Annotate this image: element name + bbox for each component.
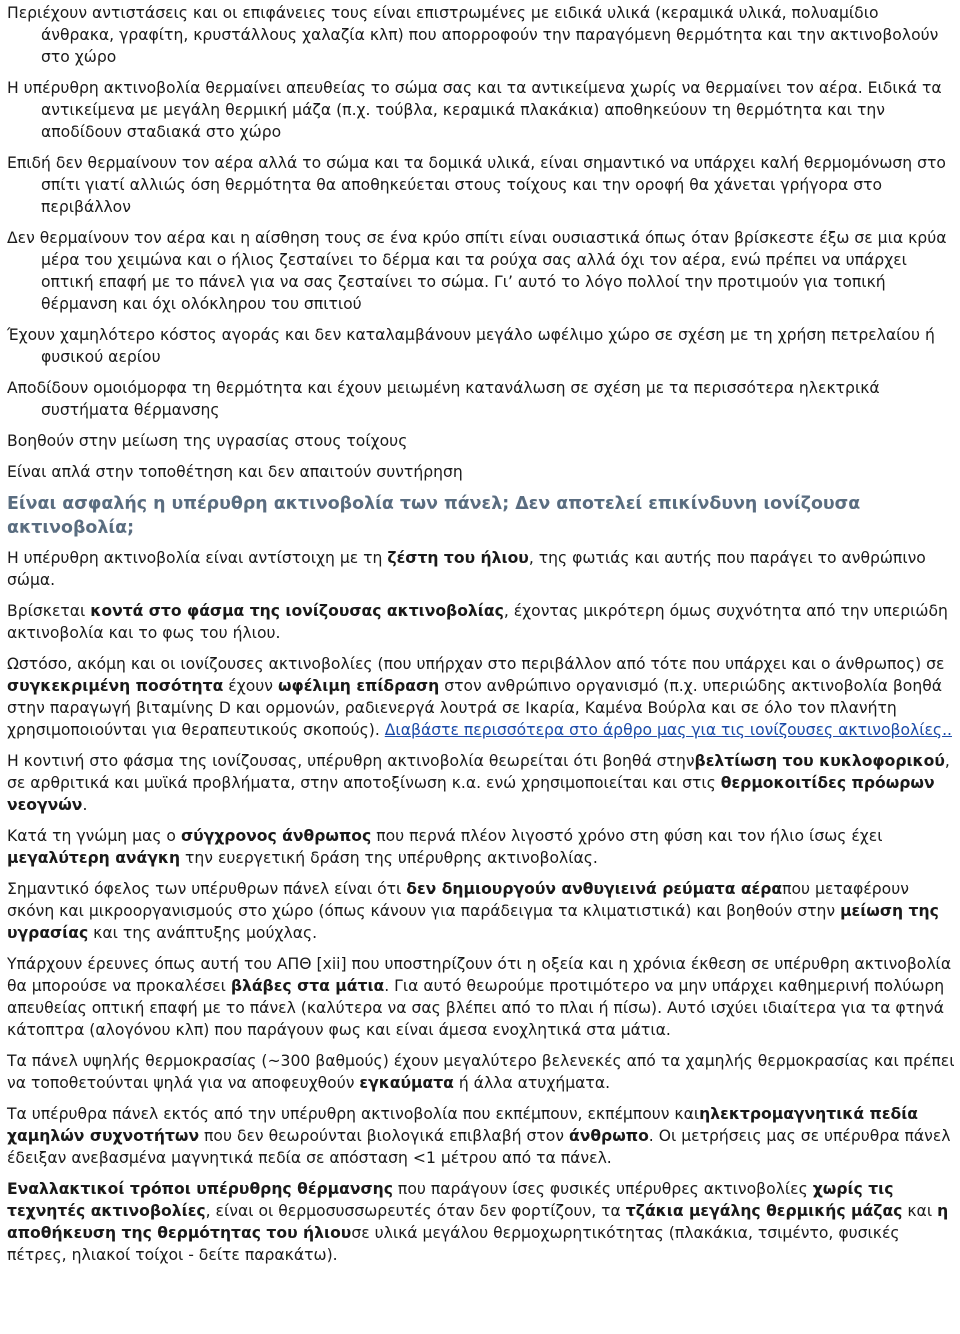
list-item: Περιέχουν αντιστάσεις και οι επιφάνειες τους είναι επιστρωμένες με ειδικά υλικά (κεραμικά υλικά, πολυαμίδιο άνθρακα, γραφίτη, κρυστάλλους χαλαζία κλπ) που απορροφούν την παραγόμενη θερμότητα και την ακτινοβολούν στο χώρο <box>7 4 939 66</box>
list-item: Έχουν χαμηλότερο κόστος αγοράς και δεν καταλαμβάνουν μεγάλο ωφέλιμο χώρο σε σχέση με τη χρήση πετρελαίου ή φυσικού αερίου <box>7 326 935 366</box>
list-item: Επιδή δεν θερμαίνουν τον αέρα αλλά το σώμα και τα δομικά υλικά, είναι σημαντικό να υπάρχει καλή θερμομόνωση στο σπίτι γιατί αλλιώς όση θερμότητα θα αποθηκεύεται στους τοίχους και την οροφή θα χάνεται γρήγορα στο περιβάλλον <box>7 154 946 216</box>
list-item: Αποδίδουν ομοιόμορφα τη θερμότητα και έχουν μειωμένη κατανάλωση σε σχέση με τα περισσότερα ηλεκτρικά συστήματα θέρμανσης <box>7 379 880 419</box>
paragraph-high-temp-panels: Τα πάνελ υψηλής θερμοκρασίας (~300 βαθμούς) έχουν μεγαλύτερο βελενεκές από τα χαμηλής θερμοκρασίας και πρέπει να τοποθετούνται ψηλά για να αποφευχθούν εγκαύματα ή άλλα ατυχήματα. <box>7 1052 955 1092</box>
list-item: Είναι απλά στην τοποθέτηση και δεν απαιτούν συντήρηση <box>7 463 463 481</box>
document-page <box>0 2 960 1334</box>
benefits-list <box>7 2 956 483</box>
paragraph-air-currents: Σημαντικό όφελος των υπέρυθρων πάνελ είναι ότι δεν δημιουργούν ανθυγιεινά ρεύματα αέραπου μεταφέρουν σκόνη και μικροοργανισμούς στο χώρο (όπως κάνουν για παράδειγμα τα κλιματιστικά) και βοηθούν στην μείωση της υγρασίας και της ανάπτυξης μούχλας. <box>7 880 939 942</box>
paragraph-alternatives: Εναλλακτικοί τρόποι υπέρυθρης θέρμανσης που παράγουν ίσες φυσικές υπέρυθρες ακτινοβολίες χωρίς τις τεχνητές ακτινοβολίες, είναι οι θερμοσυσσωρευτές όταν δεν φορτίζουν, τα τζάκια μεγάλης θερμικής μάζας και η αποθήκευση της θερμότητας του ήλιουσε υλικά μεγάλου θερμοχωρητικότητας (πλακάκια, τσιμέντο, φυσικές πέτρες, ηλιακοί τοίχοι - δείτε παρακάτω). <box>7 1180 949 1264</box>
list-item: Η υπέρυθρη ακτινοβολία θερμαίνει απευθείας το σώμα σας και τα αντικείμενα χωρίς να θερμαίνει τον αέρα. Ειδικά τα αντικείμενα με μεγάλη θερμική μάζα (π.χ. τούβλα, κεραμικά πλακάκια) αποθηκεύουν τη θερμότητα και την αποδίδουν σταδιακά στο χώρο <box>7 79 942 141</box>
list-item: Βοηθούν στην μείωση της υγρασίας στους τοίχους <box>7 432 408 450</box>
paragraph-health-benefits: Η κοντινή στο φάσμα της ιονίζουσας, υπέρυθρη ακτινοβολία θεωρείται ότι βοηθά στηνβελτίωση του κυκλοφορικού, σε αρθριτικά και μυϊκά προβλήματα, στην αποτοξίνωση κ.α. ενώ χρησιμοποιείται και στις θερμοκοιτίδες πρόωρων νεογνών. <box>7 752 950 814</box>
paragraph-sun-heat: Η υπέρυθρη ακτινοβολία είναι αντίστοιχη με τη ζέστη του ήλιου, της φωτιάς και αυτής που παράγει το ανθρώπινο σώμα. <box>7 549 926 589</box>
paragraph-eye-damage: Υπάρχουν έρευνες όπως αυτή του ΑΠΘ [xii] που υποστηρίζουν ότι η οξεία και η χρόνια έκθεση σε υπέρυθρη ακτινοβολία θα μπορούσε να προκαλέσει βλάβες στα μάτια. Για αυτό θεωρούμε προτιμότερο να μην υπάρχει καθημερινή πολύωρη απευθείας οπτική επαφή με το πάνελ (καλύτερα να σας βλέπει από το πλαι ή πίσω). Αυτό ισχύει ιδιαίτερα για τα φτηνά κάτοπτρα (αλογόνου κλπ) που παράγουν φως και είναι άμεσα ενοχλητικά στα μάτια. <box>7 955 952 1039</box>
section-heading: Είναι ασφαλής η υπέρυθρη ακτινοβολία των πάνελ; Δεν αποτελεί επικίνδυνη ιονίζουσα ακτινοβολία; <box>7 494 861 538</box>
paragraph-spectrum: Βρίσκεται κοντά στο φάσμα της ιονίζουσας ακτινοβολίας, έχοντας μικρότερη όμως συχνότητα από την υπεριώδη ακτινοβολία και το φως του ήλιου. <box>7 602 948 642</box>
ionizing-article-link[interactable]: Διαβάστε περισσότερα στο άρθρο μας για τις ιονίζουσες ακτινοβολίες.. <box>384 721 952 739</box>
paragraph-modern-human: Κατά τη γνώμη μας ο σύγχρονος άνθρωπος που περνά πλέον λιγοστό χρόνο στη φύση και τον ήλιο ίσως έχει μεγαλύτερη ανάγκη την ευεργετική δράση της υπέρυθρης ακτινοβολίας. <box>7 827 883 867</box>
paragraph-ionizing: Ωστόσο, ακόμη και οι ιονίζουσες ακτινοβολίες (που υπήρχαν στο περιβάλλον από τότε που υπάρχει και ο άνθρωπος) σε συγκεκριμένη ποσότητα έχουν ωφέλιμη επίδραση στον ανθρώπινο οργανισμό (π.χ. υπεριώδης ακτινοβολία βοηθά στην παραγωγή βιταμίνης D και ορμονών, ραδιενεργά λουτρά σε Ικαρία, Καμένα Βούρλα και σε όλο τον πλανήτη χρησιμοποιούνται για θεραπευτικούς σκοπούς). Διαβάστε περισσότερα στο άρθρο μας για τις ιονίζουσες ακτινοβολίες.. <box>7 655 952 739</box>
list-item: Δεν θερμαίνουν τον αέρα και η αίσθηση τους σε ένα κρύο σπίτι είναι ουσιαστικά όπως όταν βρίσκεστε έξω σε μια κρύα μέρα του χειμώνα και ο ήλιος ζεσταίνει το δέρμα και τα ρούχα σας αλλά όχι τον αέρα, ενώ πρέπει να υπάρχει οπτική επαφή με το πάνελ για να σας ζεσταίνει το σώμα. Γι’ αυτό το λόγο πολλοί την προτιμούν για τοπική θέρμανση και όχι ολόκληρου του σπιτιού <box>7 229 947 313</box>
paragraph-emf: Τα υπέρυθρα πάνελ εκτός από την υπέρυθρη ακτινοβολία που εκπέμπουν, εκπέμπουν καιηλεκτρομαγνητικά πεδία χαμηλών συχνοτήτων που δεν θεωρούνται βιολογικά επιβλαβή στον άνθρωπο. Οι μετρήσεις μας σε υπέρυθρα πάνελ έδειξαν ανεβασμένα μαγνητικά πεδία σε απόσταση <1 μέτρου από τα πάνελ. <box>7 1105 951 1167</box>
